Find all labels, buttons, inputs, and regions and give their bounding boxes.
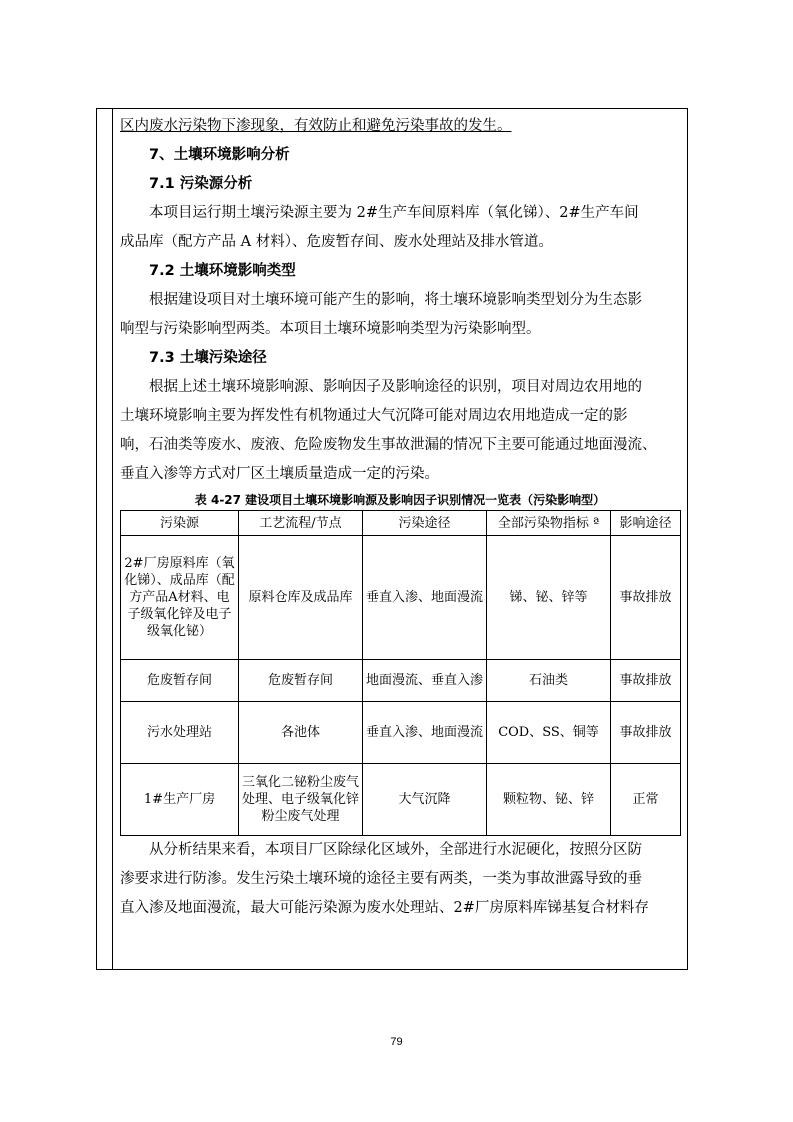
document-body bbox=[120, 112, 680, 923]
paragraph-line: 根据建设项目对土壤环境可能产生的影响，将土壤环境影响类型划分为生态影 bbox=[149, 292, 642, 308]
table-cell: 事故排放 bbox=[611, 660, 681, 702]
header-cell: 污染源 bbox=[121, 511, 239, 536]
page-number: 79 bbox=[390, 1036, 403, 1048]
table-caption: 表 4-27 建设项目土壤环境影响源及影响因子识别情况一览表（污染影响型） bbox=[194, 493, 606, 507]
table-cell: 正常 bbox=[611, 764, 681, 836]
paragraph-line: 本项目运行期土壤污染源主要为 2#生产车间原料库（氧化锑）、2#生产车间 bbox=[149, 205, 639, 221]
table-cell: 锑、铋、锌等 bbox=[487, 536, 611, 660]
table-cell: 石油类 bbox=[487, 660, 611, 702]
table-row bbox=[121, 660, 681, 702]
table-cell: 2#厂房原料库（氧化锑）、成品库（配方产品A材料、电子级氧化锌及电子级氧化铋） bbox=[121, 536, 239, 660]
paragraph-line: 土壤环境影响主要为挥发性有机物通过大气沉降可能对周边农用地造成一定的影 bbox=[120, 408, 628, 424]
table-cell: 原料仓库及成品库 bbox=[239, 536, 363, 660]
continued-paragraph: 区内废水污染物下渗现象，有效防止和避免污染事故的发生。 bbox=[120, 118, 512, 134]
table-header-row bbox=[121, 511, 681, 536]
table-cell: 危废暂存间 bbox=[121, 660, 239, 702]
identification-table bbox=[120, 510, 681, 836]
table-cell: 大气沉降 bbox=[363, 764, 487, 836]
frame-gutter-line bbox=[112, 108, 113, 970]
table-cell: 垂直入渗、地面漫流 bbox=[363, 702, 487, 764]
header-cell: 工艺流程/节点 bbox=[239, 511, 363, 536]
table-row bbox=[121, 536, 681, 660]
paragraph-line: 渗要求进行防渗。发生污染土壤环境的途径主要有两类，一类为事故泄露导致的垂 bbox=[120, 871, 642, 887]
paragraph-line: 成品库（配方产品 A 材料）、危废暂存间、废水处理站及排水管道。 bbox=[120, 234, 553, 250]
header-cell: 污染途径 bbox=[363, 511, 487, 536]
table-row bbox=[121, 764, 681, 836]
header-cell: 全部污染物指标 ª bbox=[487, 511, 611, 536]
table-cell: 垂直入渗、地面漫流 bbox=[363, 536, 487, 660]
table-cell: 危废暂存间 bbox=[239, 660, 363, 702]
table-cell: COD、SS、铜等 bbox=[487, 702, 611, 764]
table-cell: 地面漫流、垂直入渗 bbox=[363, 660, 487, 702]
heading-pollution-pathway: 7.3 土壤污染途径 bbox=[149, 350, 267, 366]
paragraph-line: 直入渗及地面漫流，最大可能污染源为废水处理站、2#厂房原料库锑基复合材料存 bbox=[120, 900, 649, 916]
paragraph-line: 响，石油类等废水、废液、危险废物发生事故泄漏的情况下主要可能通过地面漫流、 bbox=[120, 437, 657, 453]
paragraph-line: 垂直入渗等方式对厂区土壤质量造成一定的污染。 bbox=[120, 466, 439, 482]
table-cell: 颗粒物、铋、锌 bbox=[487, 764, 611, 836]
table-row bbox=[121, 702, 681, 764]
heading-pollution-source: 7.1 污染源分析 bbox=[149, 176, 253, 192]
paragraph-line: 从分析结果来看，本项目厂区除绿化区域外，全部进行水泥硬化，按照分区防 bbox=[149, 842, 642, 858]
heading-impact-type: 7.2 土壤环境影响类型 bbox=[149, 263, 296, 279]
table-cell: 污水处理站 bbox=[121, 702, 239, 764]
table-cell: 三氧化二铋粉尘废气处理、电子级氧化锌粉尘废气处理 bbox=[239, 764, 363, 836]
table-cell: 事故排放 bbox=[611, 536, 681, 660]
table-cell: 事故排放 bbox=[611, 702, 681, 764]
table-cell: 各池体 bbox=[239, 702, 363, 764]
heading-soil-impact: 7、土壤环境影响分析 bbox=[149, 147, 290, 163]
paragraph-line: 响型与污染影响型两类。本项目土壤环境影响类型为污染影响型。 bbox=[120, 321, 541, 337]
header-cell: 影响途径 bbox=[611, 511, 681, 536]
paragraph-line: 根据上述土壤环境影响源、影响因子及影响途径的识别，项目对周边农用地的 bbox=[149, 379, 642, 395]
table-cell: 1#生产厂房 bbox=[121, 764, 239, 836]
